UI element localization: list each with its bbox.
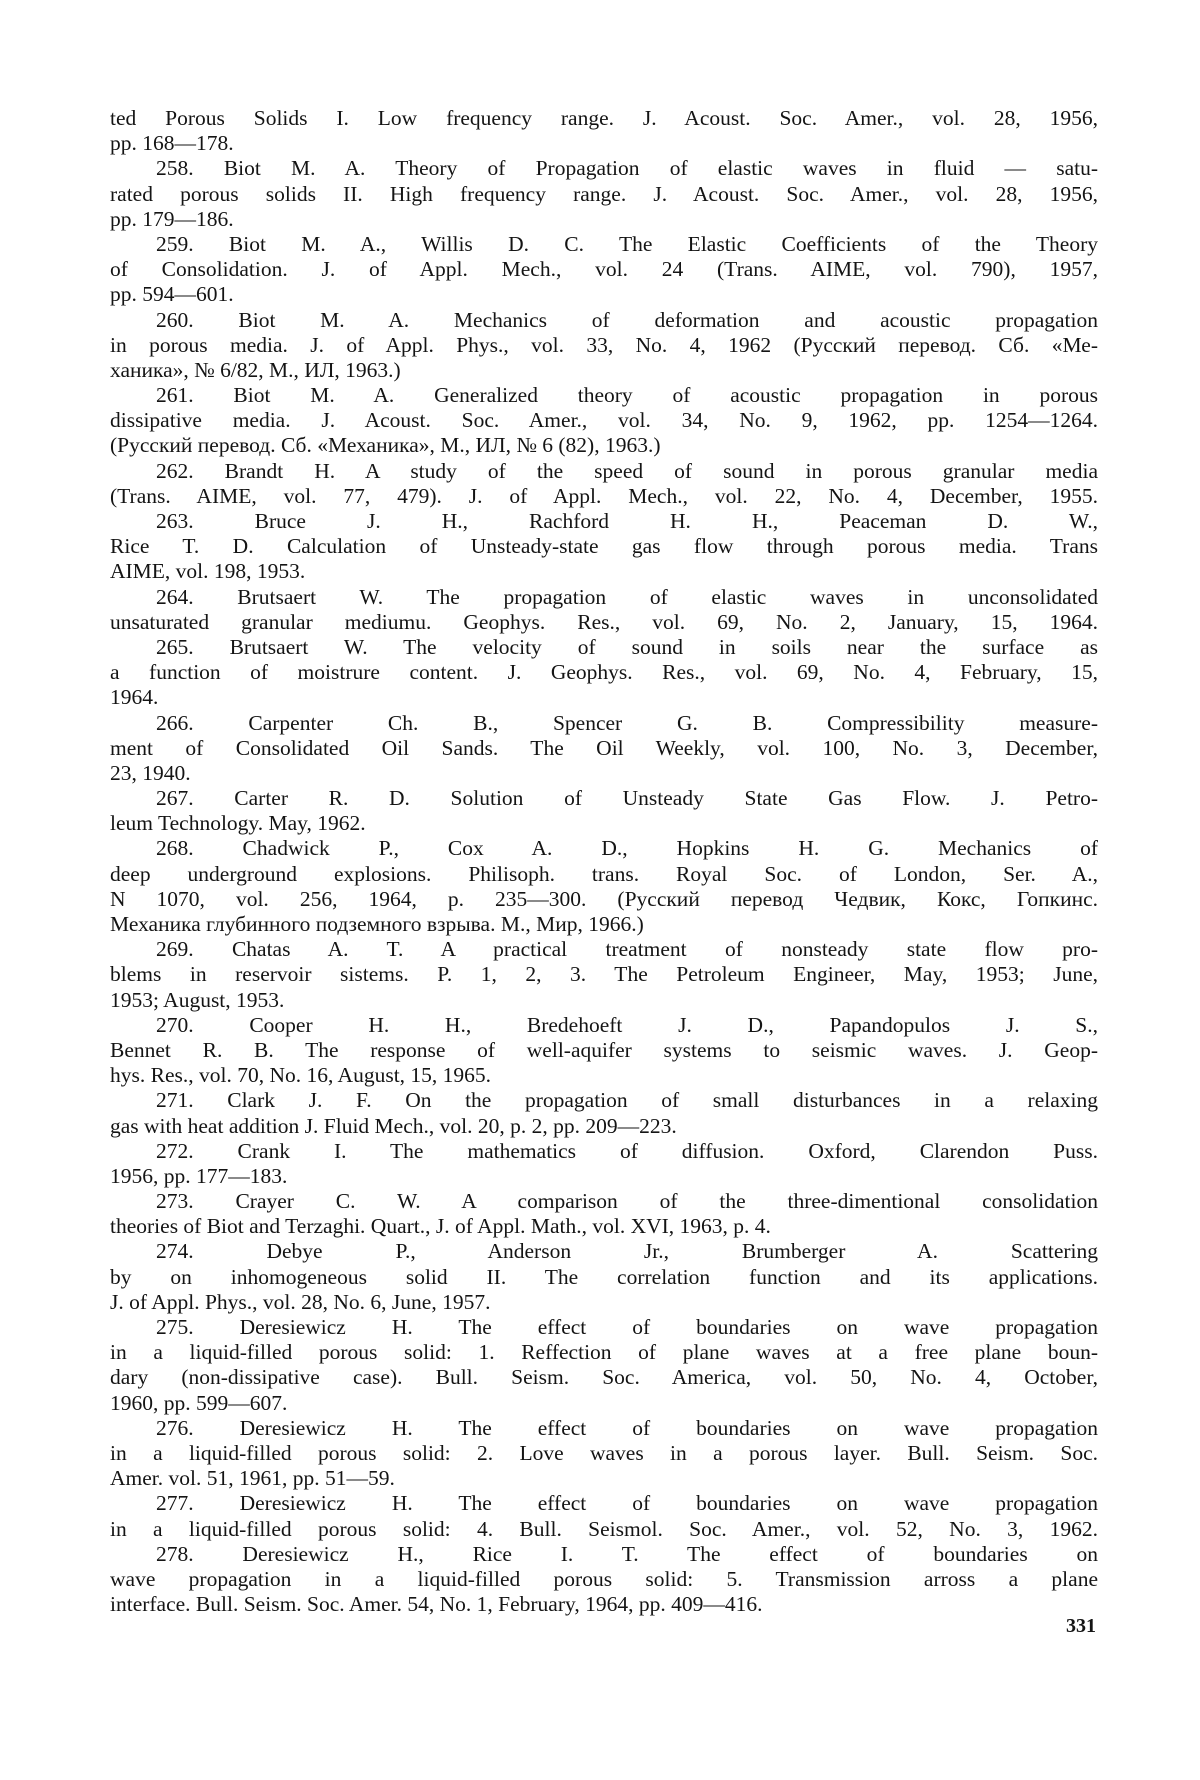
reference-line: deep underground explosions. Philisoph. trans. Royal Soc. of London, Ser. A., bbox=[110, 861, 1098, 886]
reference-line: in porous media. J. of Appl. Phys., vol. 33, No. 4, 1962 (Русский перевод. Сб. «Ме- bbox=[110, 332, 1098, 357]
reference-first-line: 272. Crank I. The mathematics of diffusion. Oxford, Clarendon Puss. bbox=[156, 1138, 1098, 1163]
reference-first-line: 259. Biot M. A., Willis D. C. The Elastic Coefficients of the Theory bbox=[156, 231, 1098, 256]
reference-line: leum Technology. May, 1962. bbox=[110, 811, 366, 836]
reference-first-line: 277. Deresiewicz H. The effect of boundaries on wave propagation bbox=[156, 1491, 1098, 1516]
reference-line: 1960, pp. 599—607. bbox=[110, 1390, 288, 1415]
reference-line: Rice T. D. Calculation of Unsteady-state gas flow through porous media. Trans bbox=[110, 534, 1098, 559]
reference-line: in a liquid-filled porous solid: 2. Love waves in a porous layer. Bull. Seism. Soc. bbox=[110, 1440, 1098, 1465]
reference-line: ted Porous Solids I. Low frequency range. J. Acoust. Soc. Amer., vol. 28, 1956, bbox=[110, 106, 1098, 130]
reference-line: in a liquid-filled porous solid: 4. Bull. Seismol. Soc. Amer., vol. 52, No. 3, 1962. bbox=[110, 1516, 1098, 1541]
reference-line: 1953; August, 1953. bbox=[110, 987, 285, 1012]
reference-first-line: 258. Biot M. A. Theory of Propagation of elastic waves in fluid — satu- bbox=[156, 156, 1098, 181]
reference-line: a function of moistrure content. J. Geophys. Res., vol. 69, No. 4, February, 15, bbox=[110, 660, 1098, 685]
reference-line: blems in reservoir sistems. P. 1, 2, 3. The Petroleum Engineer, May, 1953; June, bbox=[110, 962, 1098, 987]
reference-first-line: 273. Crayer C. W. A comparison of the three-dimentional consolidation bbox=[156, 1189, 1098, 1214]
reference-first-line: 266. Carpenter Ch. B., Spencer G. B. Compressibility measure- bbox=[156, 710, 1098, 735]
reference-line: theories of Biot and Terzaghi. Quart., J. of Appl. Math., vol. XVI, 1963, p. 4. bbox=[110, 1214, 771, 1239]
reference-first-line: 261. Biot M. A. Generalized theory of acoustic propagation in porous bbox=[156, 383, 1098, 408]
reference-line: unsaturated granular mediumu. Geophys. Res., vol. 69, No. 2, January, 15, 1964. bbox=[110, 609, 1098, 634]
reference-line: by on inhomogeneous solid II. The correlation function and its applications. bbox=[110, 1264, 1098, 1289]
reference-line: J. of Appl. Phys., vol. 28, No. 6, June, 1957. bbox=[110, 1289, 491, 1314]
reference-line: interface. Bull. Seism. Soc. Amer. 54, No. 1, February, 1964, pp. 409—416. bbox=[110, 1592, 763, 1617]
reference-first-line: 264. Brutsaert W. The propagation of elastic waves in unconsolidated bbox=[156, 584, 1098, 609]
page-number: 331 bbox=[1066, 1615, 1096, 1637]
reference-line: Amer. vol. 51, 1961, pp. 51—59. bbox=[110, 1466, 395, 1491]
reference-line: pp. 594—601. bbox=[110, 282, 234, 307]
reference-first-line: 275. Deresiewicz H. The effect of boundaries on wave propagation bbox=[156, 1315, 1098, 1339]
reference-line: of Consolidation. J. of Appl. Mech., vol. 24 (Trans. AIME, vol. 790), 1957, bbox=[110, 257, 1098, 282]
reference-line: Механика глубинного подземного взрыва. М., Мир, 1966.) bbox=[110, 912, 644, 936]
reference-first-line: 267. Carter R. D. Solution of Unsteady State Gas Flow. J. Petro- bbox=[156, 786, 1098, 811]
reference-first-line: 274. Debye P., Anderson Jr., Brumberger A. Scattering bbox=[156, 1239, 1098, 1264]
reference-line: ханика», № 6/82, М., ИЛ, 1963.) bbox=[110, 357, 401, 382]
reference-line: rated porous solids II. High frequency range. J. Acoust. Soc. Amer., vol. 28, 1956, bbox=[110, 181, 1098, 206]
reference-line: gas with heat addition J. Fluid Mech., vol. 20, p. 2, pp. 209—223. bbox=[110, 1113, 677, 1138]
reference-line: in a liquid-filled porous solid: 1. Reffection of plane waves at a free plane boun- bbox=[110, 1340, 1098, 1365]
reference-first-line: 262. Brandt H. A study of the speed of sound in porous granular media bbox=[156, 458, 1098, 483]
reference-first-line: 271. Clark J. F. On the propagation of small disturbances in a relaxing bbox=[156, 1088, 1098, 1113]
reference-line: dissipative media. J. Acoust. Soc. Amer., vol. 34, No. 9, 1962, pp. 1254—1264. bbox=[110, 408, 1098, 433]
reference-line: pp. 168—178. bbox=[110, 131, 234, 156]
reference-line: (Trans. AIME, vol. 77, 479). J. of Appl. Mech., vol. 22, No. 4, December, 1955. bbox=[110, 483, 1098, 508]
reference-line: 23, 1940. bbox=[110, 760, 191, 785]
reference-line: (Русский перевод. Сб. «Механика», М., ИЛ, № 6 (82), 1963.) bbox=[110, 433, 661, 458]
reference-line: pp. 179—186. bbox=[110, 206, 234, 231]
reference-line: dary (non-dissipative case). Bull. Seism. Soc. America, vol. 50, No. 4, October, bbox=[110, 1365, 1098, 1390]
reference-first-line: 276. Deresiewicz H. The effect of boundaries on wave propagation bbox=[156, 1415, 1098, 1440]
reference-line: 1964. bbox=[110, 685, 159, 710]
reference-first-line: 269. Chatas A. T. A practical treatment of nonsteady state flow pro- bbox=[156, 937, 1098, 962]
reference-line: wave propagation in a liquid-filled porous solid: 5. Transmission arross a plane bbox=[110, 1566, 1098, 1591]
reference-first-line: 278. Deresiewicz H., Rice I. T. The effect of boundaries on bbox=[156, 1541, 1098, 1566]
reference-first-line: 260. Biot M. A. Mechanics of deformation and acoustic propagation bbox=[156, 307, 1098, 332]
reference-line: ment of Consolidated Oil Sands. The Oil Weekly, vol. 100, No. 3, December, bbox=[110, 735, 1098, 760]
reference-first-line: 265. Brutsaert W. The velocity of sound in soils near the surface as bbox=[156, 634, 1098, 659]
bibliography-page bbox=[110, 106, 1098, 1617]
reference-line: 1956, pp. 177—183. bbox=[110, 1163, 288, 1188]
reference-line: Bennet R. B. The response of well-aquifer systems to seismic waves. J. Geop- bbox=[110, 1037, 1098, 1062]
reference-line: hys. Res., vol. 70, No. 16, August, 15, 1965. bbox=[110, 1063, 492, 1088]
reference-first-line: 268. Chadwick P., Cox A. D., Hopkins H. G. Mechanics of bbox=[156, 836, 1098, 861]
reference-line: N 1070, vol. 256, 1964, p. 235—300. (Русский перевод Чедвик, Кокс, Гопкинс. bbox=[110, 886, 1098, 911]
reference-first-line: 270. Cooper H. H., Bredehoeft J. D., Papandopulos J. S., bbox=[156, 1012, 1098, 1037]
reference-first-line: 263. Bruce J. H., Rachford H. H., Peaceman D. W., bbox=[156, 509, 1098, 533]
reference-line: AIME, vol. 198, 1953. bbox=[110, 559, 306, 584]
